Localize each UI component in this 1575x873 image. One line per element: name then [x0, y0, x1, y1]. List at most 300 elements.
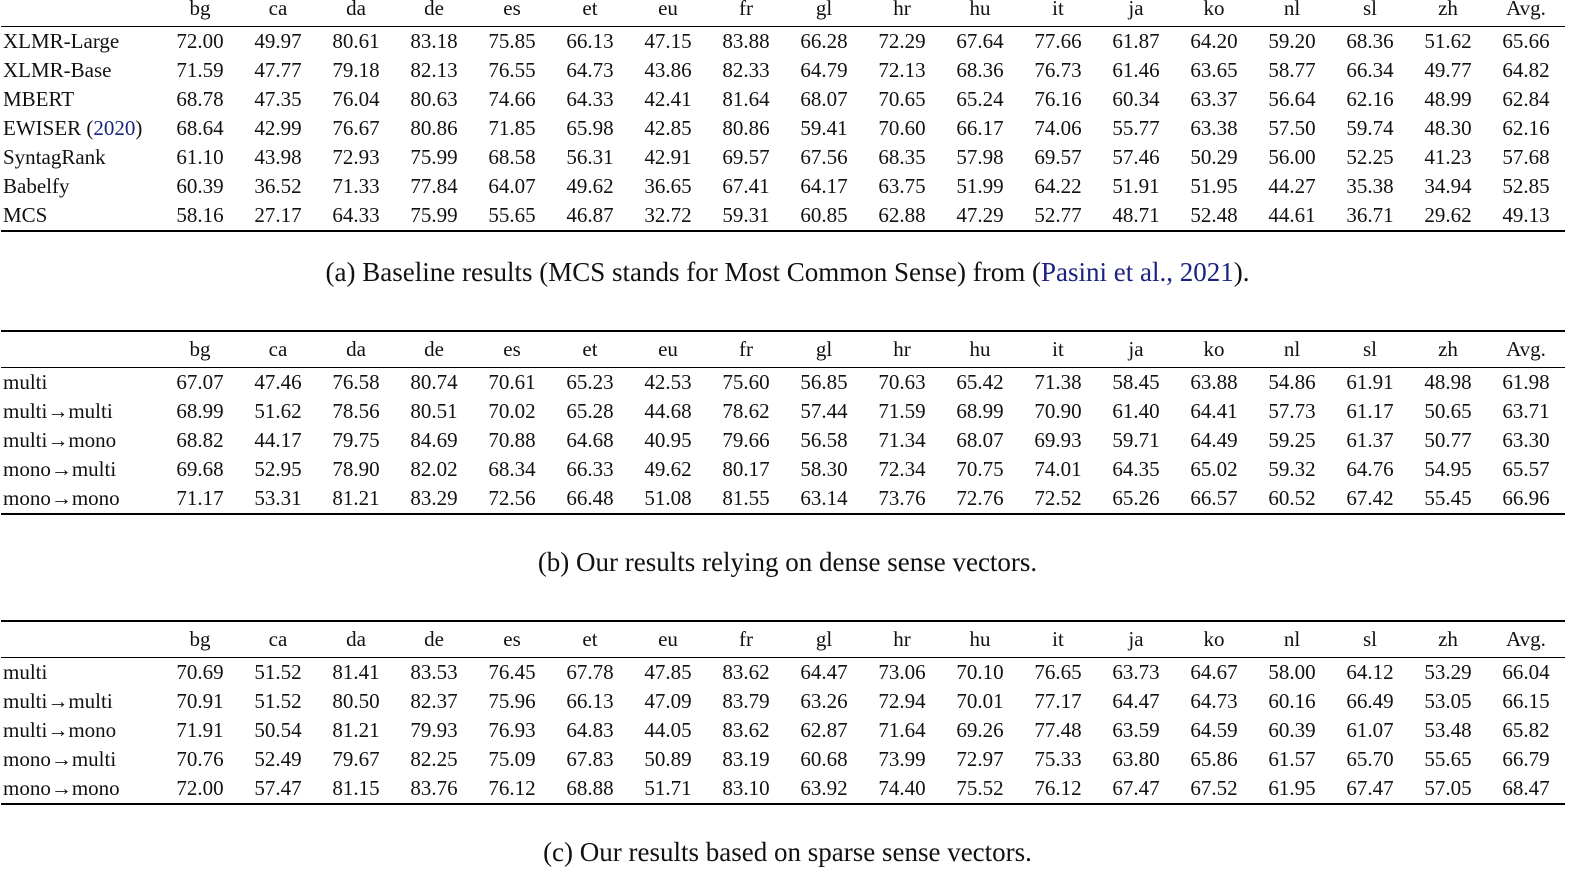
- table-cell: 64.59: [1190, 718, 1238, 742]
- row-label: [1, 455, 161, 484]
- table-cell: 82.13: [410, 58, 458, 82]
- text-fragment: multi→mono: [3, 428, 117, 452]
- table-cell: 51.52: [254, 660, 302, 684]
- column-header: es: [473, 0, 551, 27]
- table-cell: 83.62: [722, 718, 770, 742]
- table-cell: 67.78: [566, 660, 614, 684]
- table-cell: 76.12: [473, 774, 551, 804]
- row-label: [1, 143, 161, 172]
- table-cell: 82.25: [410, 747, 458, 771]
- column-header: nl: [1253, 331, 1331, 368]
- table-cell: 63.30: [1502, 428, 1550, 452]
- table-cell: 66.48: [551, 484, 629, 514]
- table-cell: 49.97: [254, 29, 302, 53]
- table-cell: 75.85: [488, 29, 536, 53]
- table-cell: 67.52: [1175, 774, 1253, 804]
- table-cell: 55.77: [1112, 116, 1160, 140]
- table-cell: 83.10: [707, 774, 785, 804]
- table-caption: [0, 546, 1575, 578]
- table-cell: 81.21: [332, 718, 380, 742]
- column-header: it: [1019, 0, 1097, 27]
- table-cell: 79.18: [332, 58, 380, 82]
- table-cell: 61.57: [1268, 747, 1316, 771]
- table-cell: 72.13: [878, 58, 926, 82]
- table-cell: 71.17: [161, 484, 239, 514]
- table-cell: 42.85: [644, 116, 692, 140]
- column-header: ko: [1175, 621, 1253, 658]
- column-header: Avg.: [1487, 0, 1565, 27]
- table-cell: 80.61: [332, 29, 380, 53]
- table-cell: 78.62: [722, 399, 770, 423]
- table-cell: 49.13: [1487, 201, 1565, 231]
- text-fragment: mono→multi: [3, 457, 117, 481]
- table-cell: 64.35: [1112, 457, 1160, 481]
- table-cell: 36.71: [1331, 201, 1409, 231]
- table-cell: 50.29: [1190, 145, 1238, 169]
- table-cell: 66.57: [1175, 484, 1253, 514]
- table-cell: 29.62: [1409, 201, 1487, 231]
- text-fragment: mono→mono: [3, 776, 120, 800]
- table-cell: 52.85: [1502, 174, 1550, 198]
- table-cell: 81.41: [332, 660, 380, 684]
- text-fragment: SyntagRank: [3, 145, 106, 169]
- column-header: hr: [863, 0, 941, 27]
- row-label: [1, 201, 161, 231]
- table-cell: 55.45: [1409, 484, 1487, 514]
- table-cell: 58.00: [1268, 660, 1316, 684]
- table-row: [1, 455, 1565, 484]
- table-cell: 57.44: [800, 399, 848, 423]
- table-row: [1, 172, 1565, 201]
- column-header: hu: [941, 331, 1019, 368]
- table-cell: 66.13: [566, 29, 614, 53]
- table-cell: 44.61: [1253, 201, 1331, 231]
- table-cell: 61.95: [1253, 774, 1331, 804]
- table-cell: 48.30: [1424, 116, 1472, 140]
- table-cell: 75.33: [1034, 747, 1082, 771]
- table-row: [1, 687, 1565, 716]
- table-cell: 67.83: [566, 747, 614, 771]
- table-cell: 63.88: [1190, 370, 1238, 394]
- table-cell: 64.73: [1190, 689, 1238, 713]
- header-row: [1, 331, 1565, 368]
- table-cell: 63.71: [1502, 399, 1550, 423]
- table-cell: 57.46: [1112, 145, 1160, 169]
- table-cell: 66.34: [1346, 58, 1394, 82]
- column-header: nl: [1253, 621, 1331, 658]
- table-cell: 52.49: [254, 747, 302, 771]
- table-cell: 80.51: [410, 399, 458, 423]
- table-cell: 79.93: [410, 718, 458, 742]
- table-cell: 65.02: [1190, 457, 1238, 481]
- table-cell: 59.32: [1268, 457, 1316, 481]
- table-cell: 73.06: [878, 660, 926, 684]
- table-cell: 64.47: [1112, 689, 1160, 713]
- column-header: ko: [1175, 331, 1253, 368]
- column-header: de: [395, 621, 473, 658]
- table-cell: 59.31: [707, 201, 785, 231]
- table-cell: 64.20: [1190, 29, 1238, 53]
- table-cell: 54.95: [1424, 457, 1472, 481]
- table-cell: 61.98: [1502, 370, 1550, 394]
- table-cell: 64.12: [1346, 660, 1394, 684]
- table-cell: 65.86: [1190, 747, 1238, 771]
- column-header: bg: [161, 621, 239, 658]
- table-cell: 48.99: [1424, 87, 1472, 111]
- table-cell: 66.13: [566, 689, 614, 713]
- table-cell: 64.47: [800, 660, 848, 684]
- table-cell: 62.87: [800, 718, 848, 742]
- table-cell: 42.91: [644, 145, 692, 169]
- table-row: [1, 85, 1565, 114]
- text-fragment: ).: [1233, 257, 1250, 287]
- table-cell: 47.35: [254, 87, 302, 111]
- table-cell: 83.53: [410, 660, 458, 684]
- table-cell: 57.73: [1268, 399, 1316, 423]
- table-caption: [0, 256, 1575, 288]
- table-cell: 48.71: [1097, 201, 1175, 231]
- table-cell: 44.27: [1268, 174, 1316, 198]
- row-label: [1, 426, 161, 455]
- table-cell: 76.73: [1034, 58, 1082, 82]
- column-header: sl: [1331, 331, 1409, 368]
- header-row: [1, 621, 1565, 658]
- table-cell: 70.75: [956, 457, 1004, 481]
- table-cell: 80.63: [410, 87, 458, 111]
- table-cell: 61.87: [1112, 29, 1160, 53]
- table-cell: 71.59: [176, 58, 224, 82]
- table-cell: 54.86: [1268, 370, 1316, 394]
- table-cell: 83.18: [410, 29, 458, 53]
- table-row: [1, 368, 1565, 398]
- table-cell: 79.67: [332, 747, 380, 771]
- table-cell: 49.77: [1424, 58, 1472, 82]
- table-cell: 76.45: [488, 660, 536, 684]
- column-header: hu: [941, 621, 1019, 658]
- column-header: ko: [1175, 0, 1253, 27]
- table-cell: 80.86: [410, 116, 458, 140]
- table-cell: 78.56: [332, 399, 380, 423]
- column-header: zh: [1409, 0, 1487, 27]
- column-header: gl: [785, 331, 863, 368]
- table-cell: 64.07: [488, 174, 536, 198]
- table-cell: 61.07: [1346, 718, 1394, 742]
- table-cell: 44.68: [644, 399, 692, 423]
- table-cell: 53.05: [1424, 689, 1472, 713]
- table-cell: 72.56: [473, 484, 551, 514]
- header-row: [1, 0, 1565, 27]
- table-cell: 75.09: [488, 747, 536, 771]
- column-header: sl: [1331, 0, 1409, 27]
- table-cell: 73.76: [863, 484, 941, 514]
- column-header: hu: [941, 0, 1019, 27]
- table-cell: 42.99: [254, 116, 302, 140]
- column-header: ca: [239, 0, 317, 27]
- table-cell: 51.62: [1424, 29, 1472, 53]
- table-cell: 76.67: [332, 116, 380, 140]
- row-label: [1, 484, 161, 514]
- column-header: gl: [785, 621, 863, 658]
- column-header: fr: [707, 331, 785, 368]
- table-cell: 80.74: [410, 370, 458, 394]
- table-cell: 74.40: [863, 774, 941, 804]
- column-header: zh: [1409, 621, 1487, 658]
- table-cell: 50.54: [254, 718, 302, 742]
- table-cell: 60.39: [1268, 718, 1316, 742]
- table-cell: 62.16: [1502, 116, 1550, 140]
- table-cell: 69.57: [1034, 145, 1082, 169]
- table-cell: 50.65: [1424, 399, 1472, 423]
- table-cell: 83.62: [722, 660, 770, 684]
- table-cell: 27.17: [239, 201, 317, 231]
- table-cell: 69.93: [1034, 428, 1082, 452]
- table-cell: 47.46: [254, 370, 302, 394]
- table-cell: 76.12: [1019, 774, 1097, 804]
- table-cell: 47.85: [644, 660, 692, 684]
- table-cell: 58.16: [161, 201, 239, 231]
- table-cell: 68.36: [956, 58, 1004, 82]
- table-cell: 63.75: [878, 174, 926, 198]
- table-cell: 53.29: [1424, 660, 1472, 684]
- table-cell: 80.86: [722, 116, 770, 140]
- table-cell: 76.55: [488, 58, 536, 82]
- row-label: [1, 397, 161, 426]
- table-cell: 55.65: [473, 201, 551, 231]
- table-cell: 75.96: [488, 689, 536, 713]
- table-cell: 71.64: [878, 718, 926, 742]
- column-header: ca: [239, 621, 317, 658]
- table-cell: 61.17: [1346, 399, 1394, 423]
- table-cell: 40.95: [644, 428, 692, 452]
- text-fragment: multi→multi: [3, 399, 113, 423]
- table-cell: 84.69: [410, 428, 458, 452]
- table-cell: 68.34: [488, 457, 536, 481]
- table-cell: 76.04: [332, 87, 380, 111]
- table-cell: 64.76: [1346, 457, 1394, 481]
- table-cell: 44.17: [254, 428, 302, 452]
- table-cell: 59.20: [1268, 29, 1316, 53]
- table-row: [1, 716, 1565, 745]
- table-cell: 68.35: [878, 145, 926, 169]
- table-cell: 67.56: [800, 145, 848, 169]
- text-fragment: multi→mono: [3, 718, 117, 742]
- table-cell: 61.10: [176, 145, 224, 169]
- table-cell: 71.85: [488, 116, 536, 140]
- row-label: [1, 368, 161, 398]
- table-cell: 71.34: [878, 428, 926, 452]
- table-cell: 68.99: [956, 399, 1004, 423]
- table-cell: 77.66: [1034, 29, 1082, 53]
- table-cell: 65.82: [1502, 718, 1550, 742]
- table-cell: 81.55: [707, 484, 785, 514]
- table-cell: 51.71: [629, 774, 707, 804]
- table-cell: 68.78: [176, 87, 224, 111]
- table-cell: 70.90: [1034, 399, 1082, 423]
- text-fragment: XLMR-Large: [3, 29, 120, 53]
- table-cell: 60.39: [176, 174, 224, 198]
- table-cell: 47.15: [644, 29, 692, 53]
- table-cell: 77.84: [410, 174, 458, 198]
- column-header: it: [1019, 621, 1097, 658]
- column-header: es: [473, 331, 551, 368]
- table-cell: 75.99: [410, 145, 458, 169]
- table-cell: 65.98: [566, 116, 614, 140]
- table-cell: 63.80: [1112, 747, 1160, 771]
- table-cell: 68.82: [176, 428, 224, 452]
- table-cell: 68.64: [176, 116, 224, 140]
- header-corner: [1, 0, 161, 27]
- table-cell: 49.62: [644, 457, 692, 481]
- table-cell: 51.95: [1190, 174, 1238, 198]
- table-cell: 64.17: [800, 174, 848, 198]
- table-cell: 57.98: [956, 145, 1004, 169]
- table-cell: 67.42: [1331, 484, 1409, 514]
- table-cell: 56.85: [800, 370, 848, 394]
- table-cell: 72.76: [941, 484, 1019, 514]
- table-cell: 80.50: [332, 689, 380, 713]
- table-cell: 70.65: [878, 87, 926, 111]
- table-cell: 82.33: [722, 58, 770, 82]
- table-row: [1, 201, 1565, 231]
- table-cell: 83.29: [395, 484, 473, 514]
- results-table-a: [1, 0, 1565, 232]
- table-cell: 59.71: [1112, 428, 1160, 452]
- column-header: Avg.: [1487, 331, 1565, 368]
- table-cell: 57.68: [1502, 145, 1550, 169]
- column-header: eu: [629, 0, 707, 27]
- table-cell: 61.91: [1346, 370, 1394, 394]
- table-cell: 64.67: [1190, 660, 1238, 684]
- table-cell: 53.31: [239, 484, 317, 514]
- table-cell: 65.57: [1502, 457, 1550, 481]
- table-cell: 60.52: [1253, 484, 1331, 514]
- table-cell: 57.47: [239, 774, 317, 804]
- table-cell: 58.45: [1112, 370, 1160, 394]
- table-row: [1, 484, 1565, 514]
- table-cell: 52.95: [254, 457, 302, 481]
- table-cell: 76.93: [488, 718, 536, 742]
- table-cell: 68.07: [956, 428, 1004, 452]
- text-fragment: mono→multi: [3, 747, 117, 771]
- table-cell: 79.75: [332, 428, 380, 452]
- table-cell: 63.59: [1112, 718, 1160, 742]
- table-cell: 65.66: [1502, 29, 1550, 53]
- table-cell: 71.91: [176, 718, 224, 742]
- text-fragment: (a) Baseline results (MCS stands for Most Common Sense) from (: [325, 257, 1041, 287]
- table-cell: 65.23: [566, 370, 614, 394]
- table-cell: 65.42: [956, 370, 1004, 394]
- table-row: [1, 426, 1565, 455]
- table-cell: 76.58: [332, 370, 380, 394]
- text-fragment: Babelfy: [3, 174, 70, 198]
- column-header: et: [551, 621, 629, 658]
- table-cell: 56.58: [800, 428, 848, 452]
- table-cell: 63.14: [785, 484, 863, 514]
- table-cell: 64.73: [566, 58, 614, 82]
- row-label: [1, 172, 161, 201]
- column-header: bg: [161, 331, 239, 368]
- table-cell: 50.89: [644, 747, 692, 771]
- table-cell: 36.65: [644, 174, 692, 198]
- table-cell: 64.33: [317, 201, 395, 231]
- table-cell: 69.57: [722, 145, 770, 169]
- table-cell: 60.34: [1112, 87, 1160, 111]
- table-cell: 64.33: [566, 87, 614, 111]
- text-fragment: (c) Our results based on sparse sense vectors.: [543, 837, 1032, 867]
- table-cell: 65.70: [1346, 747, 1394, 771]
- table-cell: 66.17: [956, 116, 1004, 140]
- table-cell: 76.65: [1034, 660, 1082, 684]
- table-cell: 63.26: [800, 689, 848, 713]
- table-cell: 68.36: [1346, 29, 1394, 53]
- table-cell: 52.25: [1346, 145, 1394, 169]
- table-cell: 64.68: [566, 428, 614, 452]
- table-cell: 66.04: [1502, 660, 1550, 684]
- row-label: [1, 687, 161, 716]
- table-cell: 58.30: [800, 457, 848, 481]
- table-cell: 72.97: [956, 747, 1004, 771]
- table-row: [1, 397, 1565, 426]
- table-cell: 64.22: [1034, 174, 1082, 198]
- table-cell: 81.21: [317, 484, 395, 514]
- table-cell: 70.10: [956, 660, 1004, 684]
- table-cell: 58.77: [1268, 58, 1316, 82]
- header-corner: [1, 331, 161, 368]
- table-cell: 34.94: [1424, 174, 1472, 198]
- table-cell: 43.86: [644, 58, 692, 82]
- table-cell: 43.98: [254, 145, 302, 169]
- table-cell: 64.79: [800, 58, 848, 82]
- column-header: de: [395, 331, 473, 368]
- table-row: [1, 658, 1565, 688]
- column-header: ja: [1097, 621, 1175, 658]
- table-cell: 68.47: [1487, 774, 1565, 804]
- column-header: nl: [1253, 0, 1331, 27]
- row-label: [1, 85, 161, 114]
- table-cell: 72.00: [176, 29, 224, 53]
- table-cell: 68.07: [800, 87, 848, 111]
- text-fragment: multi: [3, 660, 48, 684]
- table-cell: 36.52: [254, 174, 302, 198]
- table-cell: 70.88: [488, 428, 536, 452]
- column-header: gl: [785, 0, 863, 27]
- table-cell: 70.76: [176, 747, 224, 771]
- table-cell: 82.02: [410, 457, 458, 481]
- table-cell: 72.00: [161, 774, 239, 804]
- column-header: zh: [1409, 331, 1487, 368]
- row-label: [1, 114, 161, 143]
- text-fragment: MBERT: [3, 87, 75, 111]
- table-cell: 67.41: [722, 174, 770, 198]
- table-cell: 44.05: [644, 718, 692, 742]
- table-cell: 75.52: [941, 774, 1019, 804]
- table-cell: 72.52: [1019, 484, 1097, 514]
- table-cell: 55.65: [1424, 747, 1472, 771]
- table-cell: 62.88: [863, 201, 941, 231]
- table-row: [1, 745, 1565, 774]
- column-header: et: [551, 331, 629, 368]
- table-cell: 63.38: [1190, 116, 1238, 140]
- table-cell: 70.60: [878, 116, 926, 140]
- table-cell: 56.31: [566, 145, 614, 169]
- table-cell: 74.01: [1034, 457, 1082, 481]
- table-cell: 65.26: [1097, 484, 1175, 514]
- table-cell: 63.73: [1112, 660, 1160, 684]
- table-cell: 66.33: [566, 457, 614, 481]
- column-header: fr: [707, 621, 785, 658]
- table-cell: 53.48: [1424, 718, 1472, 742]
- table-cell: 46.87: [551, 201, 629, 231]
